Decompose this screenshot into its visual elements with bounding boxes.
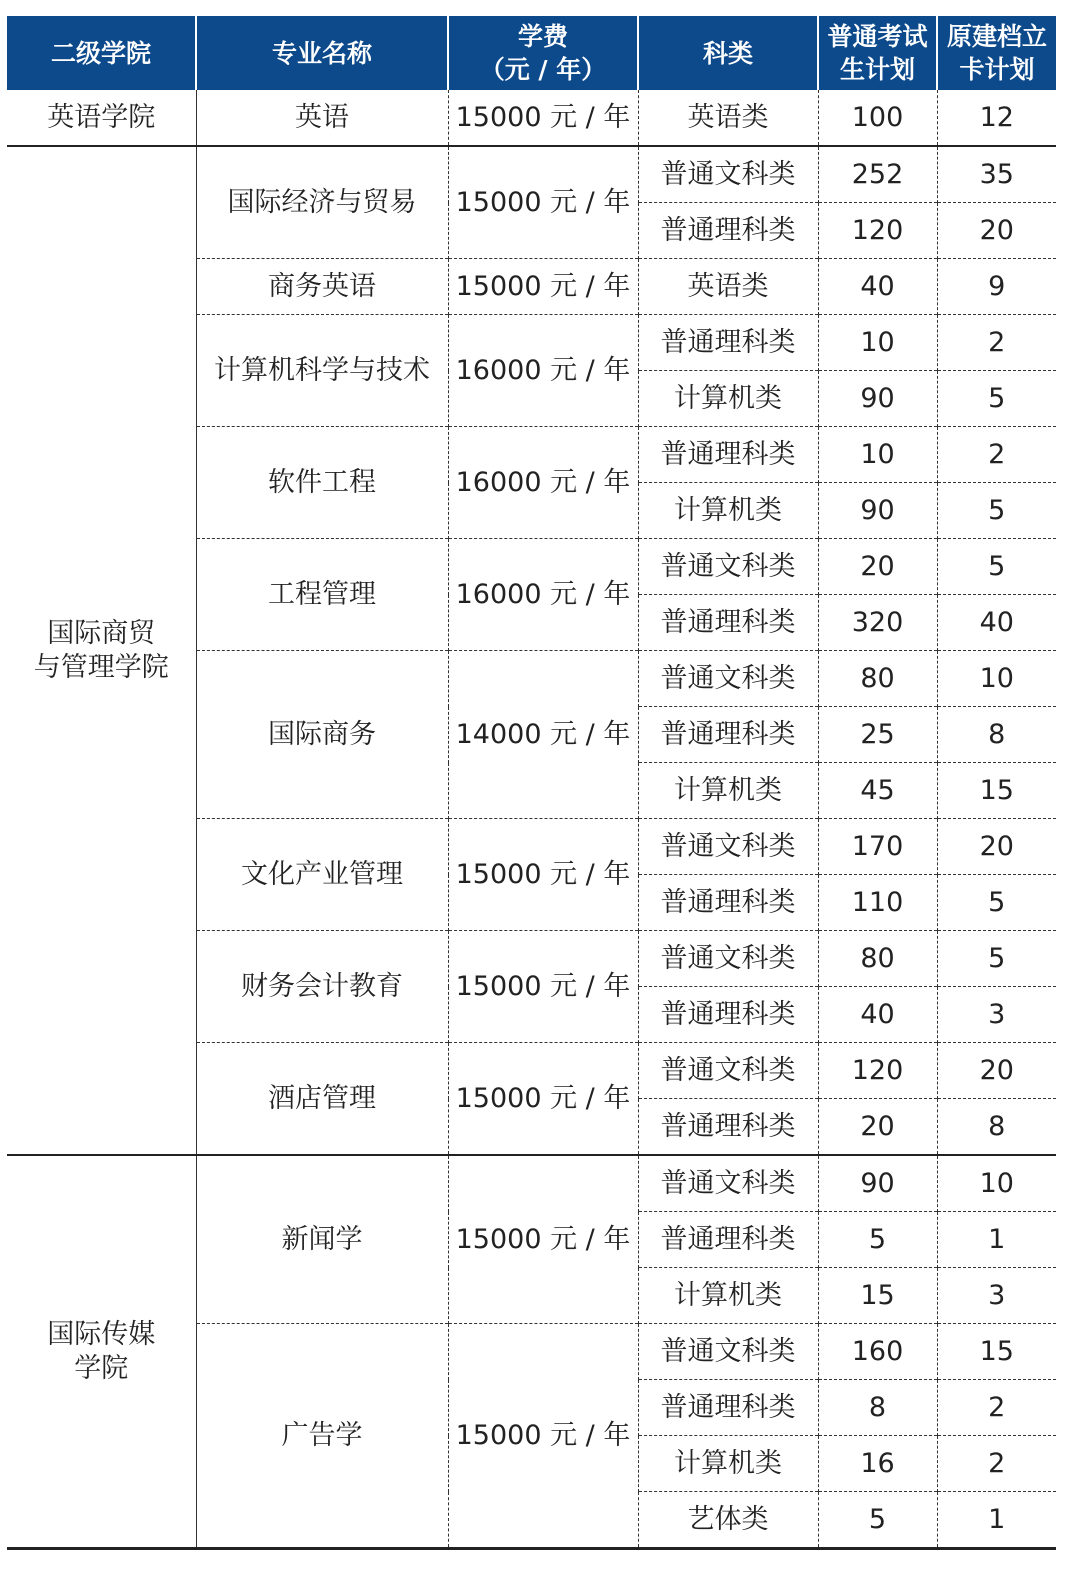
plan-regular-count: 5 bbox=[818, 1212, 937, 1268]
plan-card-count: 5 bbox=[937, 539, 1056, 595]
major-name: 新闻学 bbox=[196, 1155, 448, 1324]
header-major: 专业名称 bbox=[196, 16, 448, 90]
plan-regular-count: 16 bbox=[818, 1436, 937, 1492]
subject-category: 普通理科类 bbox=[638, 1099, 818, 1156]
plan-card-count: 3 bbox=[937, 1268, 1056, 1324]
tuition-fee: 16000 元 / 年 bbox=[448, 315, 638, 427]
plan-card-count: 10 bbox=[937, 651, 1056, 707]
subject-category: 普通理科类 bbox=[638, 203, 818, 259]
enrollment-plan-table-container bbox=[7, 16, 1056, 1550]
subject-category: 普通文科类 bbox=[638, 819, 818, 875]
subject-category: 英语类 bbox=[638, 259, 818, 315]
subject-category: 普通文科类 bbox=[638, 1043, 818, 1099]
plan-card-count: 35 bbox=[937, 146, 1056, 203]
major-name: 广告学 bbox=[196, 1324, 448, 1548]
plan-card-count: 5 bbox=[937, 875, 1056, 931]
plan-card-count: 15 bbox=[937, 1324, 1056, 1380]
plan-card-count: 10 bbox=[937, 1155, 1056, 1212]
header-fee: 学费 （元 / 年） bbox=[448, 16, 638, 90]
plan-regular-count: 160 bbox=[818, 1324, 937, 1380]
college-name: 国际传媒 学院 bbox=[7, 1155, 196, 1547]
plan-regular-count: 120 bbox=[818, 203, 937, 259]
plan-regular-count: 40 bbox=[818, 987, 937, 1043]
subject-category: 普通文科类 bbox=[638, 1324, 818, 1380]
table-row bbox=[7, 146, 1056, 203]
table-bottom-rule bbox=[7, 1547, 1056, 1550]
subject-category: 普通理科类 bbox=[638, 875, 818, 931]
major-name: 国际经济与贸易 bbox=[196, 146, 448, 259]
major-name: 酒店管理 bbox=[196, 1043, 448, 1156]
tuition-fee: 15000 元 / 年 bbox=[448, 1155, 638, 1324]
plan-regular-count: 10 bbox=[818, 315, 937, 371]
tuition-fee: 15000 元 / 年 bbox=[448, 1043, 638, 1156]
major-name: 商务英语 bbox=[196, 259, 448, 315]
subject-category: 普通文科类 bbox=[638, 1155, 818, 1212]
college-name: 英语学院 bbox=[7, 90, 196, 146]
plan-card-count: 12 bbox=[937, 90, 1056, 146]
plan-regular-count: 110 bbox=[818, 875, 937, 931]
plan-card-count: 2 bbox=[937, 315, 1056, 371]
major-name: 财务会计教育 bbox=[196, 931, 448, 1043]
subject-category: 普通理科类 bbox=[638, 595, 818, 651]
enrollment-plan-table bbox=[7, 16, 1056, 1547]
tuition-fee: 15000 元 / 年 bbox=[448, 146, 638, 259]
plan-card-count: 20 bbox=[937, 1043, 1056, 1099]
major-name: 国际商务 bbox=[196, 651, 448, 819]
subject-category: 艺体类 bbox=[638, 1492, 818, 1548]
plan-regular-count: 90 bbox=[818, 1155, 937, 1212]
table-body bbox=[7, 90, 1056, 1547]
subject-category: 普通理科类 bbox=[638, 315, 818, 371]
plan-card-count: 8 bbox=[937, 1099, 1056, 1156]
tuition-fee: 15000 元 / 年 bbox=[448, 1324, 638, 1548]
header-college: 二级学院 bbox=[7, 16, 196, 90]
subject-category: 普通理科类 bbox=[638, 1380, 818, 1436]
plan-card-count: 20 bbox=[937, 203, 1056, 259]
plan-regular-count: 20 bbox=[818, 1099, 937, 1156]
plan-regular-count: 80 bbox=[818, 931, 937, 987]
subject-category: 计算机类 bbox=[638, 1436, 818, 1492]
tuition-fee: 16000 元 / 年 bbox=[448, 427, 638, 539]
subject-category: 普通文科类 bbox=[638, 539, 818, 595]
subject-category: 普通文科类 bbox=[638, 931, 818, 987]
major-name: 文化产业管理 bbox=[196, 819, 448, 931]
plan-regular-count: 100 bbox=[818, 90, 937, 146]
subject-category: 普通理科类 bbox=[638, 987, 818, 1043]
plan-regular-count: 170 bbox=[818, 819, 937, 875]
plan-card-count: 20 bbox=[937, 819, 1056, 875]
tuition-fee: 16000 元 / 年 bbox=[448, 539, 638, 651]
header-plan-card: 原建档立 卡计划 bbox=[937, 16, 1056, 90]
plan-regular-count: 10 bbox=[818, 427, 937, 483]
plan-card-count: 3 bbox=[937, 987, 1056, 1043]
plan-card-count: 5 bbox=[937, 483, 1056, 539]
plan-card-count: 5 bbox=[937, 371, 1056, 427]
subject-category: 英语类 bbox=[638, 90, 818, 146]
plan-regular-count: 25 bbox=[818, 707, 937, 763]
header-plan-regular: 普通考试 生计划 bbox=[818, 16, 937, 90]
subject-category: 普通文科类 bbox=[638, 146, 818, 203]
tuition-fee: 14000 元 / 年 bbox=[448, 651, 638, 819]
plan-regular-count: 80 bbox=[818, 651, 937, 707]
plan-card-count: 2 bbox=[937, 427, 1056, 483]
subject-category: 计算机类 bbox=[638, 763, 818, 819]
tuition-fee: 15000 元 / 年 bbox=[448, 931, 638, 1043]
plan-regular-count: 20 bbox=[818, 539, 937, 595]
subject-category: 普通理科类 bbox=[638, 427, 818, 483]
plan-card-count: 5 bbox=[937, 931, 1056, 987]
tuition-fee: 15000 元 / 年 bbox=[448, 259, 638, 315]
plan-regular-count: 252 bbox=[818, 146, 937, 203]
plan-card-count: 2 bbox=[937, 1380, 1056, 1436]
table-row bbox=[7, 90, 1056, 146]
plan-card-count: 8 bbox=[937, 707, 1056, 763]
plan-card-count: 40 bbox=[937, 595, 1056, 651]
header-category: 科类 bbox=[638, 16, 818, 90]
plan-card-count: 2 bbox=[937, 1436, 1056, 1492]
major-name: 工程管理 bbox=[196, 539, 448, 651]
subject-category: 计算机类 bbox=[638, 483, 818, 539]
plan-regular-count: 5 bbox=[818, 1492, 937, 1548]
table-row bbox=[7, 1155, 1056, 1212]
plan-regular-count: 15 bbox=[818, 1268, 937, 1324]
plan-regular-count: 8 bbox=[818, 1380, 937, 1436]
plan-card-count: 15 bbox=[937, 763, 1056, 819]
plan-regular-count: 120 bbox=[818, 1043, 937, 1099]
plan-card-count: 9 bbox=[937, 259, 1056, 315]
table-header-row bbox=[7, 16, 1056, 90]
plan-regular-count: 90 bbox=[818, 371, 937, 427]
college-name: 国际商贸 与管理学院 bbox=[7, 146, 196, 1155]
tuition-fee: 15000 元 / 年 bbox=[448, 819, 638, 931]
plan-card-count: 1 bbox=[937, 1492, 1056, 1548]
major-name: 计算机科学与技术 bbox=[196, 315, 448, 427]
subject-category: 计算机类 bbox=[638, 1268, 818, 1324]
plan-regular-count: 90 bbox=[818, 483, 937, 539]
subject-category: 普通文科类 bbox=[638, 651, 818, 707]
tuition-fee: 15000 元 / 年 bbox=[448, 90, 638, 146]
subject-category: 普通理科类 bbox=[638, 1212, 818, 1268]
plan-regular-count: 45 bbox=[818, 763, 937, 819]
plan-regular-count: 40 bbox=[818, 259, 937, 315]
plan-regular-count: 320 bbox=[818, 595, 937, 651]
subject-category: 普通理科类 bbox=[638, 707, 818, 763]
major-name: 软件工程 bbox=[196, 427, 448, 539]
major-name: 英语 bbox=[295, 101, 349, 133]
subject-category: 计算机类 bbox=[638, 371, 818, 427]
plan-card-count: 1 bbox=[937, 1212, 1056, 1268]
